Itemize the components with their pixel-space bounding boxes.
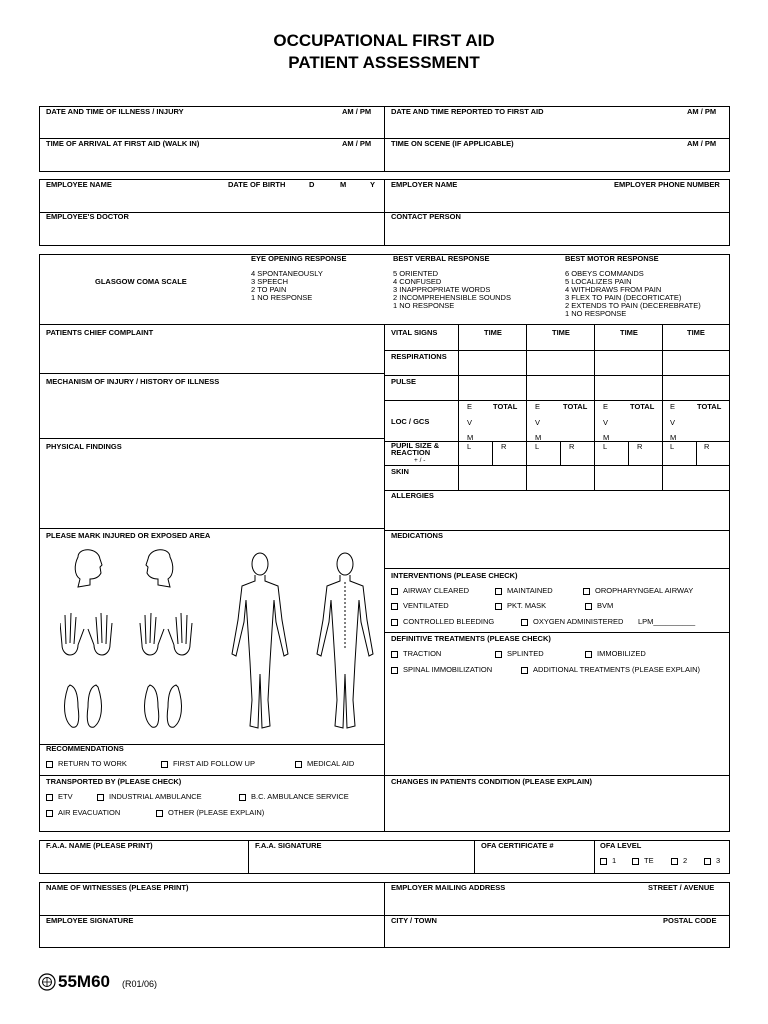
right-pupil-label: R xyxy=(501,442,507,451)
checkbox-icon[interactable] xyxy=(46,810,53,817)
checkbox-icon[interactable] xyxy=(495,603,502,610)
v-label: V xyxy=(535,418,541,427)
ofa-level-1-option[interactable] xyxy=(600,856,616,865)
spinal-immobilization-label: SPINAL IMMOBILIZATION xyxy=(403,665,493,674)
gcs-eye-0: 4 SPONTANEOUSLY xyxy=(251,269,323,278)
total-label: TOTAL xyxy=(493,402,518,411)
e-label: E xyxy=(603,402,609,411)
m-label: M xyxy=(535,433,542,442)
checkbox-icon[interactable] xyxy=(46,761,53,768)
ofa-cert-label: OFA CERTIFICATE # xyxy=(481,841,554,850)
ofa-level-3-label: 3 xyxy=(716,856,721,865)
gcs-verbal-1: 4 CONFUSED xyxy=(393,277,442,286)
oropharyngeal-airway-option[interactable] xyxy=(583,586,693,595)
v-label: V xyxy=(670,418,676,427)
checkbox-icon[interactable] xyxy=(600,858,607,865)
m-label: M xyxy=(670,433,677,442)
controlled-bleeding-option[interactable] xyxy=(391,617,494,626)
dob-label: DATE OF BIRTH xyxy=(228,180,286,189)
recommendations-label: RECOMMENDATIONS xyxy=(46,744,124,753)
air-evacuation-label: AIR EVACUATION xyxy=(58,808,121,817)
time-col-4: TIME xyxy=(687,328,705,337)
form-title-line2: PATIENT ASSESSMENT xyxy=(288,53,480,72)
allergies-label: ALLERGIES xyxy=(391,491,434,500)
air-evacuation-option[interactable] xyxy=(46,808,120,817)
additional-treatments-label: ADDITIONAL TREATMENTS (PLEASE EXPLAIN) xyxy=(533,665,700,674)
immobilized-label: IMMOBILIZED xyxy=(597,649,646,658)
gcs-eye-3: 1 NO RESPONSE xyxy=(251,293,313,302)
interventions-label: INTERVENTIONS (PLEASE CHECK) xyxy=(391,571,518,580)
bvm-option[interactable] xyxy=(585,601,613,610)
employee-name-label: EMPLOYEE NAME xyxy=(46,180,112,189)
faa-signature-label: F.A.A. SIGNATURE xyxy=(255,841,322,850)
maintained-label: MAINTAINED xyxy=(507,586,553,595)
airway-cleared-option[interactable] xyxy=(391,586,469,595)
controlled-bleeding-label: CONTROLLED BLEEDING xyxy=(403,617,495,626)
pupil-label-2: REACTION xyxy=(391,448,431,457)
hands-icon xyxy=(60,613,192,655)
ventilated-label: VENTILATED xyxy=(403,601,449,610)
gcs-eye-2: 2 TO PAIN xyxy=(251,285,287,294)
checkbox-icon[interactable] xyxy=(391,619,398,626)
checkbox-icon[interactable] xyxy=(391,603,398,610)
bc-ambulance-label: B.C. AMBULANCE SERVICE xyxy=(251,792,349,801)
mailing-address-label: EMPLOYER MAILING ADDRESS xyxy=(391,883,506,892)
immobilized-option[interactable] xyxy=(585,649,646,658)
right-pupil-label: R xyxy=(637,442,643,451)
return-to-work-label: RETURN TO WORK xyxy=(58,759,127,768)
definitive-label: DEFINITIVE TREATMENTS (PLEASE CHECK) xyxy=(391,634,551,643)
checkbox-icon[interactable] xyxy=(704,858,711,865)
employer-phone-label: EMPLOYER PHONE NUMBER xyxy=(614,180,720,189)
medications-label: MEDICATIONS xyxy=(391,531,443,540)
checkbox-icon[interactable] xyxy=(585,651,592,658)
time-col-3: TIME xyxy=(620,328,638,337)
ofa-level-label: OFA LEVEL xyxy=(600,841,642,850)
etv-label: ETV xyxy=(58,792,73,801)
gcs-verbal-4: 1 NO RESPONSE xyxy=(393,301,455,310)
respirations-label: RESPIRATIONS xyxy=(391,352,447,361)
bvm-label: BVM xyxy=(597,601,614,610)
date-reported-label: DATE AND TIME REPORTED TO FIRST AID xyxy=(391,107,544,116)
pkt-mask-option[interactable] xyxy=(495,601,546,610)
left-pupil-label: L xyxy=(535,442,540,451)
form-code: 55M60 xyxy=(58,972,110,991)
airway-cleared-label: AIRWAY CLEARED xyxy=(403,586,469,595)
ampm-label: AM / PM xyxy=(342,139,372,148)
pupil-label-1: PUPIL SIZE & xyxy=(391,441,440,450)
street-label: STREET / AVENUE xyxy=(648,883,715,892)
gcs-verbal-3: 2 INCOMPREHENSIBLE SOUNDS xyxy=(393,293,511,302)
ofa-level-2-label: 2 xyxy=(683,856,688,865)
spinal-immobilization-option[interactable] xyxy=(391,665,492,674)
time-col-1: TIME xyxy=(484,328,502,337)
total-label: TOTAL xyxy=(697,402,722,411)
head-profile-right-icon xyxy=(75,550,102,587)
e-label: E xyxy=(535,402,541,411)
checkbox-icon[interactable] xyxy=(583,588,590,595)
checkbox-icon[interactable] xyxy=(391,588,398,595)
feet-icon xyxy=(65,685,182,727)
contact-person-label: CONTACT PERSON xyxy=(391,212,461,221)
ventilated-option[interactable] xyxy=(391,601,449,610)
gcs-motor-0: 6 OBEYS COMMANDS xyxy=(565,269,644,278)
splinted-label: SPLINTED xyxy=(507,649,544,658)
gcs-motor-title: BEST MOTOR RESPONSE xyxy=(565,254,659,263)
gcs-label: GLASGOW COMA SCALE xyxy=(95,277,187,286)
witnesses-label: NAME OF WITNESSES (PLEASE PRINT) xyxy=(46,883,189,892)
total-label: TOTAL xyxy=(563,402,588,411)
gcs-eye-title: EYE OPENING RESPONSE xyxy=(251,254,347,263)
left-pupil-label: L xyxy=(467,442,472,451)
industrial-ambulance-option[interactable] xyxy=(97,792,202,801)
splinted-option[interactable] xyxy=(495,649,544,658)
pulse-label: PULSE xyxy=(391,377,417,386)
checkbox-icon[interactable] xyxy=(391,667,398,674)
checkbox-icon[interactable] xyxy=(161,761,168,768)
checkbox-icon[interactable] xyxy=(239,794,246,801)
left-pupil-label: L xyxy=(603,442,608,451)
body-front-icon xyxy=(232,553,288,728)
traction-option[interactable] xyxy=(391,649,441,658)
checkbox-icon[interactable] xyxy=(521,619,528,626)
form-title-line1: OCCUPATIONAL FIRST AID xyxy=(273,31,495,50)
gcs-motor-1: 5 LOCALIZES PAIN xyxy=(565,277,632,286)
etv-option[interactable] xyxy=(46,792,73,801)
e-label: E xyxy=(670,402,676,411)
medical-aid-label: MEDICAL AID xyxy=(307,759,355,768)
additional-treatments-option[interactable] xyxy=(521,665,700,674)
lpm-field[interactable]: LPM__________ xyxy=(638,617,696,626)
gcs-motor-5: 1 NO RESPONSE xyxy=(565,309,627,318)
first-aid-follow-up-label: FIRST AID FOLLOW UP xyxy=(173,759,255,768)
checkbox-icon[interactable] xyxy=(495,651,502,658)
checkbox-icon[interactable] xyxy=(585,603,592,610)
checkbox-icon[interactable] xyxy=(632,858,639,865)
body-diagram[interactable] xyxy=(60,545,380,735)
ofa-level-1-label: 1 xyxy=(612,856,617,865)
maintained-option[interactable] xyxy=(495,586,553,595)
industrial-ambulance-label: INDUSTRIAL AMBULANCE xyxy=(109,792,202,801)
ofa-level-te-label: TE xyxy=(644,856,654,865)
ofa-level-te-option[interactable] xyxy=(632,856,654,865)
worksafe-logo-icon xyxy=(38,973,56,996)
oropharyngeal-airway-label: OROPHARYNGEAL AIRWAY xyxy=(595,586,694,595)
city-label: CITY / TOWN xyxy=(391,916,437,925)
checkbox-icon[interactable] xyxy=(46,794,53,801)
gcs-verbal-2: 3 INAPPROPRIATE WORDS xyxy=(393,285,491,294)
e-label: E xyxy=(467,402,473,411)
gcs-verbal-title: BEST VERBAL RESPONSE xyxy=(393,254,490,263)
m-label: M xyxy=(467,433,474,442)
postal-code-label: POSTAL CODE xyxy=(663,916,717,925)
v-label: V xyxy=(467,418,473,427)
time-arrival-label: TIME OF ARRIVAL AT FIRST AID (WALK IN) xyxy=(46,139,200,148)
checkbox-icon[interactable] xyxy=(521,667,528,674)
gcs-verbal-0: 5 ORIENTED xyxy=(393,269,439,278)
pkt-mask-label: PKT. MASK xyxy=(507,601,547,610)
traction-label: TRACTION xyxy=(403,649,442,658)
date-illness-label: DATE AND TIME OF ILLNESS / INJURY xyxy=(46,107,184,116)
loc-gcs-label: LOC / GCS xyxy=(391,417,430,426)
employer-name-label: EMPLOYER NAME xyxy=(391,180,458,189)
oxygen-administered-option[interactable] xyxy=(521,617,623,626)
ampm-label: AM / PM xyxy=(687,107,717,116)
dob-month-label: M xyxy=(340,180,347,189)
other-option[interactable] xyxy=(156,808,264,817)
checkbox-icon[interactable] xyxy=(671,858,678,865)
checkbox-icon[interactable] xyxy=(156,810,163,817)
changes-label: CHANGES IN PATIENTS CONDITION (PLEASE EXPLAIN) xyxy=(391,777,592,786)
gcs-motor-3: 3 FLEX TO PAIN (DECORTICATE) xyxy=(565,293,682,302)
ampm-label: AM / PM xyxy=(687,139,717,148)
checkbox-icon[interactable] xyxy=(97,794,104,801)
head-profile-left-icon xyxy=(146,550,173,587)
chief-complaint-label: PATIENTS CHIEF COMPLAINT xyxy=(46,328,154,337)
form-revision: (R01/06) xyxy=(122,979,158,989)
physical-findings-label: PHYSICAL FINDINGS xyxy=(46,442,122,451)
medical-aid-option[interactable] xyxy=(295,759,354,768)
checkbox-icon[interactable] xyxy=(391,651,398,658)
dob-year-label: Y xyxy=(370,180,376,189)
skin-label: SKIN xyxy=(391,467,409,476)
checkbox-icon[interactable] xyxy=(295,761,302,768)
ampm-label: AM / PM xyxy=(342,107,372,116)
time-col-2: TIME xyxy=(552,328,570,337)
m-label: M xyxy=(603,433,610,442)
employee-doctor-label: EMPLOYEE'S DOCTOR xyxy=(46,212,129,221)
pupil-label-3: + / - xyxy=(414,457,426,464)
mark-area-label: PLEASE MARK INJURED OR EXPOSED AREA xyxy=(46,531,211,540)
bc-ambulance-option[interactable] xyxy=(239,792,349,801)
time-scene-label: TIME ON SCENE (IF APPLICABLE) xyxy=(391,139,514,148)
gcs-motor-2: 4 WITHDRAWS FROM PAIN xyxy=(565,285,662,294)
body-back-icon xyxy=(317,553,373,728)
faa-name-label: F.A.A. NAME (PLEASE PRINT) xyxy=(46,841,153,850)
mechanism-label: MECHANISM OF INJURY / HISTORY OF ILLNESS xyxy=(46,377,220,386)
ofa-level-2-option[interactable] xyxy=(671,856,687,865)
gcs-motor-4: 2 EXTENDS TO PAIN (DECEREBRATE) xyxy=(565,301,701,310)
employee-signature-label: EMPLOYEE SIGNATURE xyxy=(46,916,134,925)
first-aid-follow-up-option[interactable] xyxy=(161,759,255,768)
oxygen-administered-label: OXYGEN ADMINISTERED xyxy=(533,617,624,626)
vital-signs-label: VITAL SIGNS xyxy=(391,328,438,337)
right-pupil-label: R xyxy=(704,442,710,451)
dob-day-label: D xyxy=(309,180,315,189)
transported-label: TRANSPORTED BY (PLEASE CHECK) xyxy=(46,777,182,786)
other-label: OTHER (PLEASE EXPLAIN) xyxy=(168,808,265,817)
total-label: TOTAL xyxy=(630,402,655,411)
left-pupil-label: L xyxy=(670,442,675,451)
checkbox-icon[interactable] xyxy=(495,588,502,595)
v-label: V xyxy=(603,418,609,427)
right-pupil-label: R xyxy=(569,442,575,451)
ofa-level-3-option[interactable] xyxy=(704,856,720,865)
gcs-eye-1: 3 SPEECH xyxy=(251,277,289,286)
return-to-work-option[interactable] xyxy=(46,759,127,768)
